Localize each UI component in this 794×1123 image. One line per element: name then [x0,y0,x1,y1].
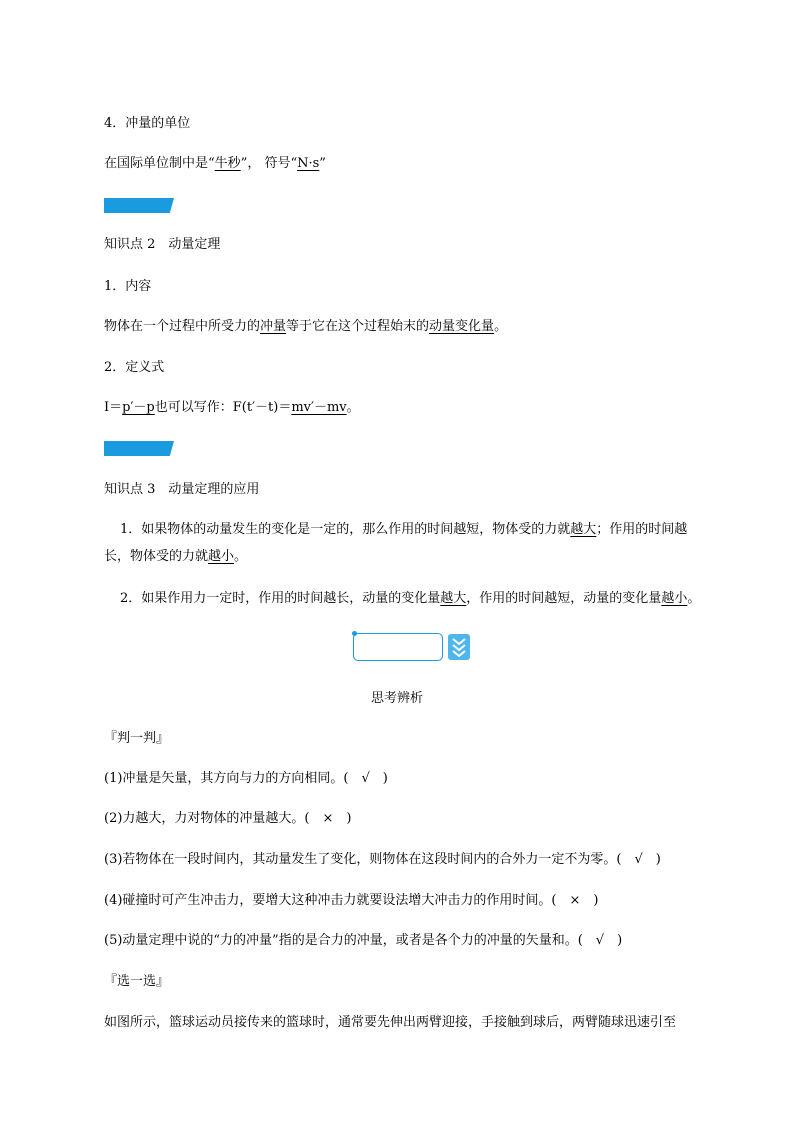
text-segment: ；作用的时间越 [596,522,688,537]
formula-line [104,401,360,414]
section-heading-impulse-unit: 4．冲量的单位 [104,116,191,131]
double-chevron-down-icon [448,634,470,660]
text-segment: ” [319,156,326,171]
application-item-1-line-1 [120,523,687,536]
text-segment: 也可以写作：F(t′－t)＝ [154,400,292,415]
choose-question-text: 如图所示，篮球运动员接传来的篮球时，通常要先伸出两臂迎接，手接触到球后，两臂随球迅速引至 [104,1015,677,1030]
unit-name: 牛秒 [214,156,241,171]
theorem-content-line [104,320,507,333]
judge-item: (4)碰撞时可产生冲击力，要增大这种冲击力就要设法增大冲击力的作用时间。( × ) [104,893,599,908]
blank-answer: mv′－mv [291,400,347,415]
text-segment: 。 [346,400,360,415]
blank-answer: 越小 [208,549,235,564]
formula-heading: 2．定义式 [104,360,165,375]
text-segment: ”， 符号“ [240,156,298,171]
text-segment: 在国际单位制中是“ [104,156,215,171]
choose-heading: 『选一选』 [104,974,170,989]
text-segment: 长，物体受的力就 [104,549,209,564]
section-banner [352,633,472,661]
think-section-title: 思考辨析 [370,691,423,706]
application-item-1-line-2 [104,550,247,563]
section-tag-marker [104,198,174,213]
content-heading: 1．内容 [104,279,152,294]
blank-answer: p′－p [122,400,155,415]
blank-answer: 动量变化量 [429,319,495,334]
knowledge-point-2-title: 知识点 2 动量定理 [104,237,221,252]
text-segment: I＝ [104,400,123,415]
banner-frame [353,633,443,661]
text-segment: 2．如果作用力一定时，作用的时间越长，动量的变化量 [120,591,441,606]
judge-item: (1)冲量是矢量，其方向与力的方向相同。( √ ) [104,771,388,786]
judge-heading: 『判一判』 [104,731,170,746]
judge-item: (5)动量定理中说的“力的冲量”指的是合力的冲量，或者是各个力的冲量的矢量和。( √ ) [104,933,623,948]
blank-answer: 冲量 [260,319,287,334]
text-segment: 。 [234,549,248,564]
text-segment: 物体在一个过程中所受力的 [104,319,261,334]
blank-answer: 越小 [661,591,688,606]
text-segment: 等于它在这个过程始末的 [286,319,430,334]
text-segment: 。 [687,591,701,606]
impulse-unit-line [104,157,326,170]
knowledge-point-3-title: 知识点 3 动量定理的应用 [104,482,260,497]
text-segment: 1．如果物体的动量发生的变化是一定的，那么作用的时间越短，物体受的力就 [120,522,571,537]
banner-dot [352,631,357,636]
judge-item: (2)力越大，力对物体的冲量越大。( × ) [104,811,352,826]
application-item-2 [120,592,700,605]
blank-answer: 越大 [440,591,467,606]
text-segment: ，作用的时间越短，动量的变化量 [466,591,662,606]
judge-item: (3)若物体在一段时间内，其动量发生了变化，则物体在这段时间内的合外力一定不为零。( √ ) [104,852,661,867]
text-segment: 。 [494,319,508,334]
section-tag-marker [104,441,174,456]
blank-answer: 越大 [570,522,597,537]
unit-symbol: N·s [297,156,320,171]
